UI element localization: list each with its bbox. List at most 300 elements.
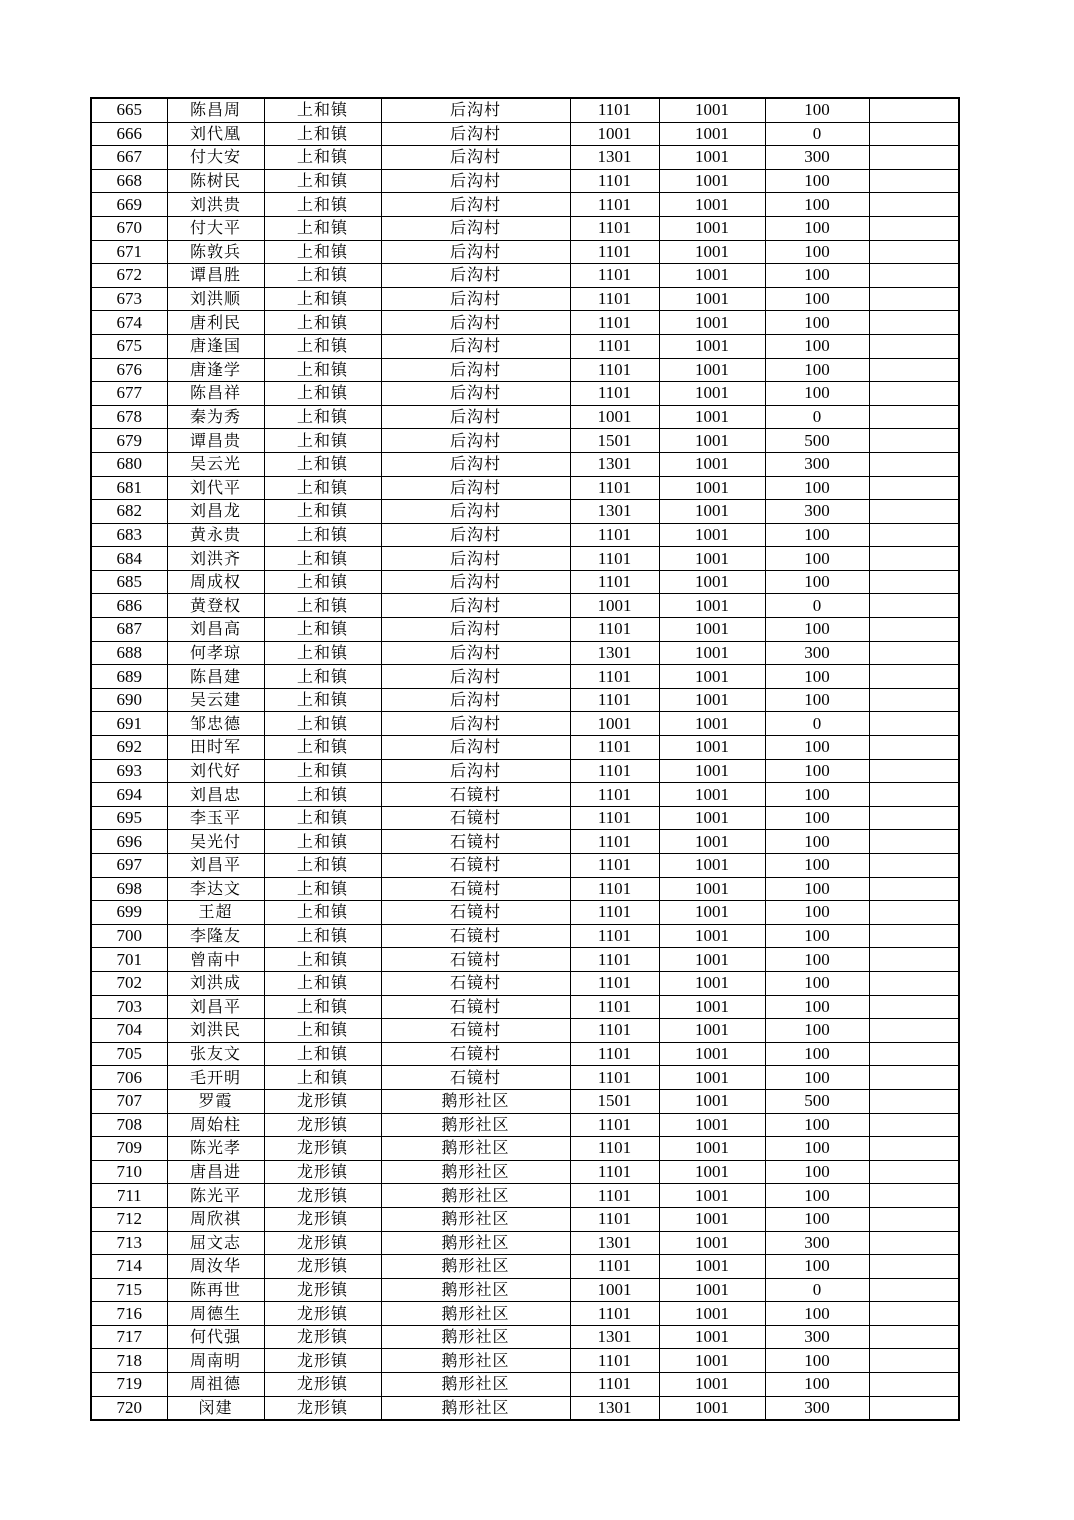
amount-cell: 100 xyxy=(765,995,869,1019)
table-row xyxy=(91,1089,959,1113)
row-number-cell: 714 xyxy=(91,1255,167,1279)
town-cell: 龙形镇 xyxy=(264,1184,381,1208)
village-cell: 后沟村 xyxy=(381,759,570,783)
table-row xyxy=(91,688,959,712)
amount-cell: 100 xyxy=(765,1066,869,1090)
value-b-cell: 1001 xyxy=(659,240,765,264)
town-cell: 龙形镇 xyxy=(264,1373,381,1397)
row-number-cell: 710 xyxy=(91,1160,167,1184)
value-a-cell: 1101 xyxy=(570,382,659,406)
note-cell xyxy=(869,122,959,146)
row-number-cell: 686 xyxy=(91,594,167,618)
value-a-cell: 1101 xyxy=(570,334,659,358)
name-cell: 付大平 xyxy=(167,216,264,240)
note-cell xyxy=(869,1019,959,1043)
value-b-cell: 1001 xyxy=(659,1396,765,1420)
value-b-cell: 1001 xyxy=(659,830,765,854)
note-cell xyxy=(869,1231,959,1255)
village-cell: 鹅形社区 xyxy=(381,1278,570,1302)
value-a-cell: 1101 xyxy=(570,1255,659,1279)
town-cell: 上和镇 xyxy=(264,971,381,995)
note-cell xyxy=(869,1066,959,1090)
village-cell: 后沟村 xyxy=(381,618,570,642)
village-cell: 鹅形社区 xyxy=(381,1113,570,1137)
town-cell: 龙形镇 xyxy=(264,1113,381,1137)
village-cell: 鹅形社区 xyxy=(381,1302,570,1326)
town-cell: 上和镇 xyxy=(264,523,381,547)
table-row xyxy=(91,216,959,240)
village-cell: 后沟村 xyxy=(381,334,570,358)
village-cell: 后沟村 xyxy=(381,169,570,193)
note-cell xyxy=(869,264,959,288)
amount-cell: 100 xyxy=(765,358,869,382)
amount-cell: 500 xyxy=(765,429,869,453)
name-cell: 刘代好 xyxy=(167,759,264,783)
name-cell: 刘洪成 xyxy=(167,971,264,995)
amount-cell: 100 xyxy=(765,570,869,594)
data-sheet xyxy=(90,97,958,1421)
row-number-cell: 666 xyxy=(91,122,167,146)
town-cell: 上和镇 xyxy=(264,570,381,594)
value-b-cell: 1001 xyxy=(659,783,765,807)
town-cell: 上和镇 xyxy=(264,193,381,217)
name-cell: 黄登权 xyxy=(167,594,264,618)
village-cell: 石镜村 xyxy=(381,783,570,807)
name-cell: 罗霞 xyxy=(167,1089,264,1113)
value-a-cell: 1101 xyxy=(570,1207,659,1231)
name-cell: 何孝琼 xyxy=(167,641,264,665)
value-b-cell: 1001 xyxy=(659,1137,765,1161)
amount-cell: 300 xyxy=(765,1231,869,1255)
value-a-cell: 1001 xyxy=(570,1278,659,1302)
town-cell: 上和镇 xyxy=(264,169,381,193)
table-row xyxy=(91,948,959,972)
town-cell: 龙形镇 xyxy=(264,1278,381,1302)
village-cell: 后沟村 xyxy=(381,547,570,571)
table-row xyxy=(91,523,959,547)
table-row xyxy=(91,1349,959,1373)
amount-cell: 100 xyxy=(765,665,869,689)
note-cell xyxy=(869,476,959,500)
town-cell: 上和镇 xyxy=(264,854,381,878)
town-cell: 上和镇 xyxy=(264,500,381,524)
name-cell: 王超 xyxy=(167,901,264,925)
table-row xyxy=(91,1373,959,1397)
value-a-cell: 1101 xyxy=(570,547,659,571)
row-number-cell: 681 xyxy=(91,476,167,500)
name-cell: 陈昌祥 xyxy=(167,382,264,406)
town-cell: 龙形镇 xyxy=(264,1160,381,1184)
table-row xyxy=(91,193,959,217)
town-cell: 龙形镇 xyxy=(264,1089,381,1113)
note-cell xyxy=(869,1137,959,1161)
value-b-cell: 1001 xyxy=(659,854,765,878)
town-cell: 上和镇 xyxy=(264,665,381,689)
note-cell xyxy=(869,240,959,264)
amount-cell: 100 xyxy=(765,216,869,240)
row-number-cell: 702 xyxy=(91,971,167,995)
name-cell: 陈光平 xyxy=(167,1184,264,1208)
value-a-cell: 1301 xyxy=(570,1396,659,1420)
village-cell: 后沟村 xyxy=(381,452,570,476)
value-b-cell: 1001 xyxy=(659,948,765,972)
value-a-cell: 1101 xyxy=(570,287,659,311)
village-cell: 石镜村 xyxy=(381,995,570,1019)
value-a-cell: 1101 xyxy=(570,169,659,193)
amount-cell: 100 xyxy=(765,688,869,712)
town-cell: 上和镇 xyxy=(264,216,381,240)
table-row xyxy=(91,783,959,807)
name-cell: 唐利民 xyxy=(167,311,264,335)
value-b-cell: 1001 xyxy=(659,405,765,429)
value-a-cell: 1101 xyxy=(570,523,659,547)
value-b-cell: 1001 xyxy=(659,877,765,901)
value-b-cell: 1001 xyxy=(659,122,765,146)
row-number-cell: 685 xyxy=(91,570,167,594)
village-cell: 后沟村 xyxy=(381,287,570,311)
row-number-cell: 711 xyxy=(91,1184,167,1208)
village-cell: 鹅形社区 xyxy=(381,1207,570,1231)
note-cell xyxy=(869,1396,959,1420)
row-number-cell: 673 xyxy=(91,287,167,311)
records-table xyxy=(90,97,960,1421)
row-number-cell: 672 xyxy=(91,264,167,288)
amount-cell: 100 xyxy=(765,287,869,311)
value-b-cell: 1001 xyxy=(659,1255,765,1279)
village-cell: 鹅形社区 xyxy=(381,1231,570,1255)
value-a-cell: 1301 xyxy=(570,1325,659,1349)
row-number-cell: 683 xyxy=(91,523,167,547)
town-cell: 龙形镇 xyxy=(264,1231,381,1255)
village-cell: 鹅形社区 xyxy=(381,1373,570,1397)
value-a-cell: 1101 xyxy=(570,830,659,854)
name-cell: 李达文 xyxy=(167,877,264,901)
value-b-cell: 1001 xyxy=(659,1207,765,1231)
village-cell: 后沟村 xyxy=(381,500,570,524)
row-number-cell: 706 xyxy=(91,1066,167,1090)
village-cell: 后沟村 xyxy=(381,358,570,382)
note-cell xyxy=(869,311,959,335)
value-a-cell: 1101 xyxy=(570,1066,659,1090)
row-number-cell: 696 xyxy=(91,830,167,854)
table-row xyxy=(91,122,959,146)
village-cell: 后沟村 xyxy=(381,641,570,665)
name-cell: 刘洪贵 xyxy=(167,193,264,217)
row-number-cell: 674 xyxy=(91,311,167,335)
value-b-cell: 1001 xyxy=(659,193,765,217)
name-cell: 张友文 xyxy=(167,1042,264,1066)
table-row xyxy=(91,594,959,618)
name-cell: 周欣祺 xyxy=(167,1207,264,1231)
value-b-cell: 1001 xyxy=(659,665,765,689)
name-cell: 周祖德 xyxy=(167,1373,264,1397)
town-cell: 上和镇 xyxy=(264,122,381,146)
note-cell xyxy=(869,500,959,524)
table-row xyxy=(91,382,959,406)
table-row xyxy=(91,264,959,288)
name-cell: 周德生 xyxy=(167,1302,264,1326)
table-row xyxy=(91,570,959,594)
note-cell xyxy=(869,736,959,760)
amount-cell: 500 xyxy=(765,1089,869,1113)
table-row xyxy=(91,311,959,335)
village-cell: 鹅形社区 xyxy=(381,1160,570,1184)
amount-cell: 100 xyxy=(765,523,869,547)
amount-cell: 300 xyxy=(765,641,869,665)
row-number-cell: 703 xyxy=(91,995,167,1019)
value-a-cell: 1001 xyxy=(570,594,659,618)
value-a-cell: 1101 xyxy=(570,924,659,948)
name-cell: 刘昌高 xyxy=(167,618,264,642)
value-a-cell: 1101 xyxy=(570,1184,659,1208)
amount-cell: 300 xyxy=(765,1325,869,1349)
value-a-cell: 1001 xyxy=(570,122,659,146)
row-number-cell: 675 xyxy=(91,334,167,358)
amount-cell: 100 xyxy=(765,759,869,783)
village-cell: 后沟村 xyxy=(381,405,570,429)
village-cell: 后沟村 xyxy=(381,122,570,146)
value-b-cell: 1001 xyxy=(659,500,765,524)
village-cell: 鹅形社区 xyxy=(381,1325,570,1349)
table-row xyxy=(91,830,959,854)
value-a-cell: 1501 xyxy=(570,429,659,453)
value-b-cell: 1001 xyxy=(659,146,765,170)
amount-cell: 100 xyxy=(765,1019,869,1043)
value-a-cell: 1101 xyxy=(570,688,659,712)
village-cell: 后沟村 xyxy=(381,712,570,736)
town-cell: 上和镇 xyxy=(264,334,381,358)
value-b-cell: 1001 xyxy=(659,1278,765,1302)
value-b-cell: 1001 xyxy=(659,287,765,311)
name-cell: 曾南中 xyxy=(167,948,264,972)
name-cell: 唐逢国 xyxy=(167,334,264,358)
note-cell xyxy=(869,877,959,901)
town-cell: 上和镇 xyxy=(264,641,381,665)
table-row xyxy=(91,641,959,665)
note-cell xyxy=(869,523,959,547)
table-row xyxy=(91,1302,959,1326)
table-row xyxy=(91,547,959,571)
town-cell: 上和镇 xyxy=(264,688,381,712)
village-cell: 后沟村 xyxy=(381,476,570,500)
value-a-cell: 1101 xyxy=(570,476,659,500)
value-a-cell: 1001 xyxy=(570,405,659,429)
table-row xyxy=(91,759,959,783)
village-cell: 石镜村 xyxy=(381,830,570,854)
note-cell xyxy=(869,169,959,193)
note-cell xyxy=(869,193,959,217)
note-cell xyxy=(869,948,959,972)
row-number-cell: 698 xyxy=(91,877,167,901)
row-number-cell: 717 xyxy=(91,1325,167,1349)
row-number-cell: 688 xyxy=(91,641,167,665)
value-b-cell: 1001 xyxy=(659,570,765,594)
note-cell xyxy=(869,382,959,406)
village-cell: 鹅形社区 xyxy=(381,1349,570,1373)
note-cell xyxy=(869,334,959,358)
name-cell: 刘昌平 xyxy=(167,995,264,1019)
row-number-cell: 676 xyxy=(91,358,167,382)
village-cell: 后沟村 xyxy=(381,570,570,594)
village-cell: 石镜村 xyxy=(381,901,570,925)
note-cell xyxy=(869,830,959,854)
amount-cell: 100 xyxy=(765,783,869,807)
row-number-cell: 680 xyxy=(91,452,167,476)
value-b-cell: 1001 xyxy=(659,1160,765,1184)
value-b-cell: 1001 xyxy=(659,1113,765,1137)
table-row xyxy=(91,240,959,264)
table-row xyxy=(91,665,959,689)
note-cell xyxy=(869,618,959,642)
row-number-cell: 669 xyxy=(91,193,167,217)
amount-cell: 100 xyxy=(765,476,869,500)
row-number-cell: 712 xyxy=(91,1207,167,1231)
village-cell: 后沟村 xyxy=(381,311,570,335)
row-number-cell: 691 xyxy=(91,712,167,736)
amount-cell: 100 xyxy=(765,547,869,571)
town-cell: 上和镇 xyxy=(264,712,381,736)
town-cell: 上和镇 xyxy=(264,948,381,972)
name-cell: 陈昌周 xyxy=(167,98,264,122)
note-cell xyxy=(869,783,959,807)
row-number-cell: 679 xyxy=(91,429,167,453)
value-b-cell: 1001 xyxy=(659,688,765,712)
note-cell xyxy=(869,1373,959,1397)
value-a-cell: 1301 xyxy=(570,146,659,170)
name-cell: 付大安 xyxy=(167,146,264,170)
table-row xyxy=(91,924,959,948)
amount-cell: 100 xyxy=(765,1207,869,1231)
amount-cell: 100 xyxy=(765,830,869,854)
row-number-cell: 707 xyxy=(91,1089,167,1113)
row-number-cell: 665 xyxy=(91,98,167,122)
row-number-cell: 701 xyxy=(91,948,167,972)
table-row xyxy=(91,476,959,500)
note-cell xyxy=(869,1302,959,1326)
row-number-cell: 668 xyxy=(91,169,167,193)
amount-cell: 100 xyxy=(765,1042,869,1066)
note-cell xyxy=(869,854,959,878)
value-a-cell: 1101 xyxy=(570,98,659,122)
name-cell: 周汝华 xyxy=(167,1255,264,1279)
village-cell: 石镜村 xyxy=(381,924,570,948)
amount-cell: 100 xyxy=(765,1160,869,1184)
town-cell: 上和镇 xyxy=(264,924,381,948)
value-a-cell: 1301 xyxy=(570,1231,659,1255)
value-b-cell: 1001 xyxy=(659,216,765,240)
town-cell: 上和镇 xyxy=(264,830,381,854)
town-cell: 龙形镇 xyxy=(264,1349,381,1373)
village-cell: 石镜村 xyxy=(381,854,570,878)
value-b-cell: 1001 xyxy=(659,736,765,760)
value-a-cell: 1101 xyxy=(570,806,659,830)
value-b-cell: 1001 xyxy=(659,523,765,547)
name-cell: 刘洪民 xyxy=(167,1019,264,1043)
town-cell: 龙形镇 xyxy=(264,1302,381,1326)
value-a-cell: 1301 xyxy=(570,452,659,476)
row-number-cell: 677 xyxy=(91,382,167,406)
town-cell: 上和镇 xyxy=(264,146,381,170)
village-cell: 后沟村 xyxy=(381,146,570,170)
town-cell: 龙形镇 xyxy=(264,1137,381,1161)
note-cell xyxy=(869,594,959,618)
value-b-cell: 1001 xyxy=(659,1042,765,1066)
row-number-cell: 709 xyxy=(91,1137,167,1161)
village-cell: 后沟村 xyxy=(381,736,570,760)
name-cell: 谭昌贵 xyxy=(167,429,264,453)
value-b-cell: 1001 xyxy=(659,901,765,925)
town-cell: 上和镇 xyxy=(264,240,381,264)
value-b-cell: 1001 xyxy=(659,971,765,995)
village-cell: 石镜村 xyxy=(381,1042,570,1066)
name-cell: 陈光孝 xyxy=(167,1137,264,1161)
value-a-cell: 1501 xyxy=(570,1089,659,1113)
amount-cell: 100 xyxy=(765,924,869,948)
value-b-cell: 1001 xyxy=(659,1349,765,1373)
table-row xyxy=(91,334,959,358)
value-a-cell: 1101 xyxy=(570,759,659,783)
amount-cell: 100 xyxy=(765,971,869,995)
row-number-cell: 682 xyxy=(91,500,167,524)
table-row xyxy=(91,1231,959,1255)
table-row xyxy=(91,1019,959,1043)
note-cell xyxy=(869,665,959,689)
name-cell: 秦为秀 xyxy=(167,405,264,429)
value-a-cell: 1101 xyxy=(570,736,659,760)
value-b-cell: 1001 xyxy=(659,547,765,571)
amount-cell: 100 xyxy=(765,854,869,878)
value-a-cell: 1001 xyxy=(570,712,659,736)
table-row xyxy=(91,358,959,382)
note-cell xyxy=(869,759,959,783)
table-row xyxy=(91,1137,959,1161)
village-cell: 石镜村 xyxy=(381,806,570,830)
town-cell: 龙形镇 xyxy=(264,1396,381,1420)
row-number-cell: 715 xyxy=(91,1278,167,1302)
amount-cell: 100 xyxy=(765,311,869,335)
name-cell: 唐昌进 xyxy=(167,1160,264,1184)
row-number-cell: 693 xyxy=(91,759,167,783)
note-cell xyxy=(869,146,959,170)
note-cell xyxy=(869,1113,959,1137)
town-cell: 上和镇 xyxy=(264,358,381,382)
name-cell: 刘洪齐 xyxy=(167,547,264,571)
value-b-cell: 1001 xyxy=(659,264,765,288)
row-number-cell: 716 xyxy=(91,1302,167,1326)
row-number-cell: 719 xyxy=(91,1373,167,1397)
village-cell: 鹅形社区 xyxy=(381,1184,570,1208)
note-cell xyxy=(869,1042,959,1066)
name-cell: 陈昌建 xyxy=(167,665,264,689)
row-number-cell: 695 xyxy=(91,806,167,830)
town-cell: 上和镇 xyxy=(264,452,381,476)
table-row xyxy=(91,169,959,193)
village-cell: 石镜村 xyxy=(381,1019,570,1043)
note-cell xyxy=(869,429,959,453)
amount-cell: 100 xyxy=(765,1137,869,1161)
note-cell xyxy=(869,1325,959,1349)
town-cell: 上和镇 xyxy=(264,405,381,429)
amount-cell: 100 xyxy=(765,1302,869,1326)
village-cell: 后沟村 xyxy=(381,216,570,240)
name-cell: 刘昌龙 xyxy=(167,500,264,524)
note-cell xyxy=(869,1207,959,1231)
amount-cell: 100 xyxy=(765,98,869,122)
town-cell: 龙形镇 xyxy=(264,1325,381,1349)
row-number-cell: 687 xyxy=(91,618,167,642)
note-cell xyxy=(869,806,959,830)
value-a-cell: 1101 xyxy=(570,1302,659,1326)
